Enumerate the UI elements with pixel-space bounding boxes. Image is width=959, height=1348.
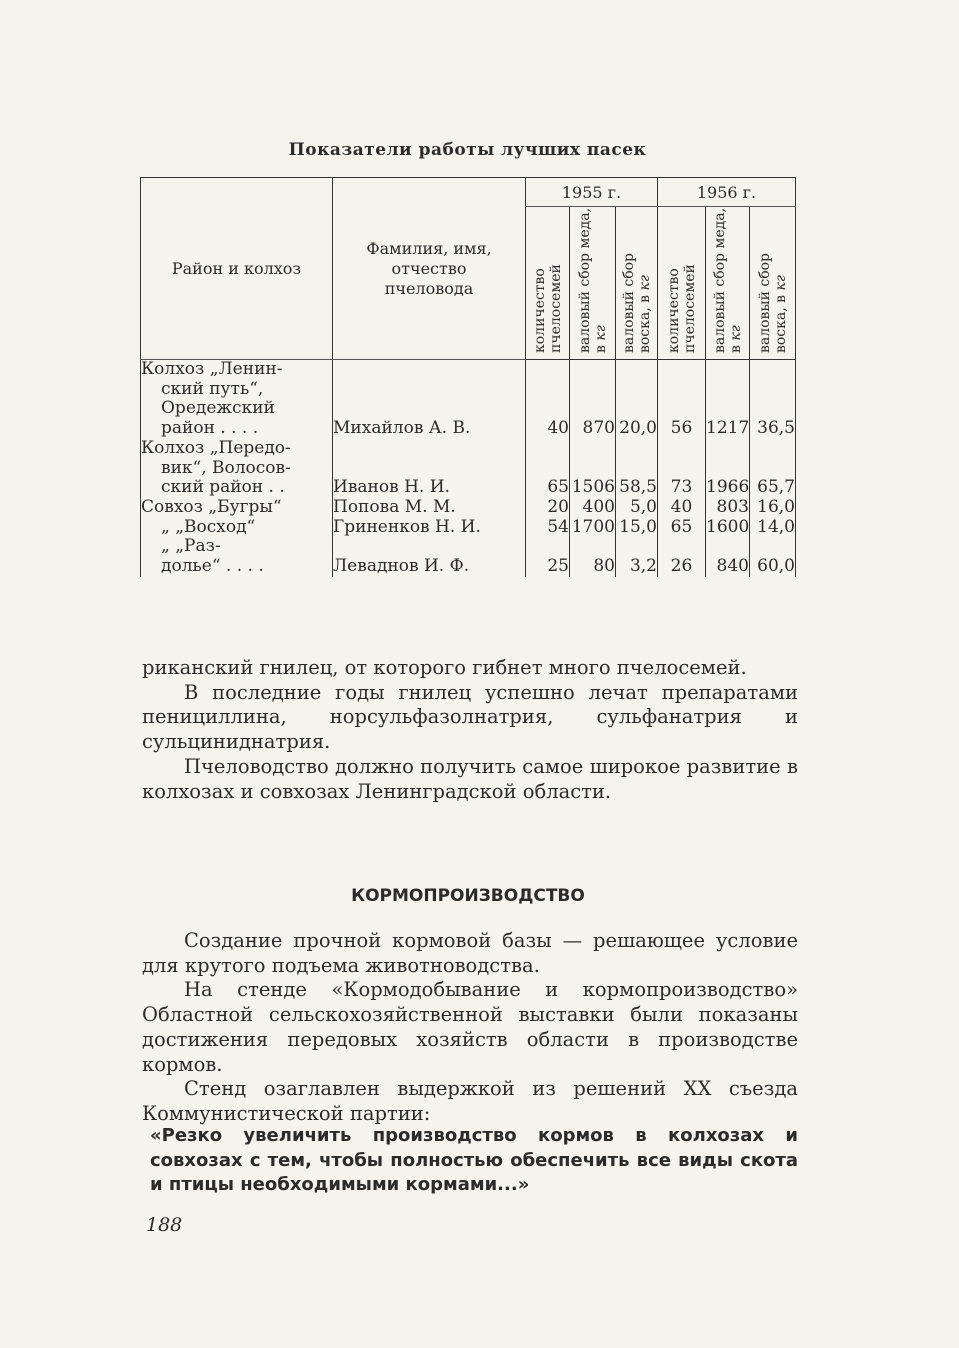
region-line: Колхоз „Передо- [141, 437, 291, 458]
header-count-1956: количество пчелосемей [658, 207, 706, 360]
paragraph: Создание прочной кормовой базы — решающее условие для крутого подъема животноводства. [142, 929, 798, 977]
header-wax-1956: валовый сбор воска, в кг [750, 207, 796, 360]
header-year-1955: 1955 г. [526, 178, 658, 207]
paragraph: Стенд озаглавлен выдержкой из решений XX съезда Коммунистической партии: [142, 1077, 798, 1125]
beekeeper-name: Гриненков Н. И. [333, 516, 481, 537]
header-wax-1955: валовый сбор воска, в кг [616, 207, 658, 360]
beekeeper-name: Попова М. М. [333, 496, 456, 517]
region-line: долье“ . . . . [161, 556, 264, 577]
region-cell [141, 360, 333, 577]
region-line: ский путь“, [161, 378, 264, 399]
section-heading: КОРМОПРОИЗВОДСТВО [351, 886, 585, 906]
beekeeper-name: Леваднов И. Ф. [333, 555, 470, 576]
header-year-1956: 1956 г. [658, 178, 796, 207]
beekeeper-name: Михайлов А. В. [333, 418, 471, 439]
wax-1955-cell: 20,0 58,5 5,0 15,0 3,2 [616, 360, 658, 577]
beekeeper-name: Иванов Н. И. [333, 477, 450, 498]
honey-1956-cell: 1217 1966 803 1600 840 [706, 360, 750, 577]
region-line: Колхоз „Ленин- [141, 359, 283, 379]
quote: «Резко увеличить производство кормов в колхозах и совхозах с тем, чтобы полностью обеспечить все виды скота и птицы необходимыми кормами...» [150, 1125, 798, 1195]
paragraph: риканский гнилец, от которого гибнет много пчелосемей. [142, 656, 747, 679]
text-block-beekeeping [142, 656, 798, 804]
region-line: „ „Восход“ [161, 516, 256, 537]
region-line: вик“, Волосов- [161, 457, 291, 478]
region-line: Оредежский [161, 398, 275, 419]
region-line: Совхоз „Бугры“ [141, 496, 282, 517]
page-number: 188 [146, 1214, 183, 1236]
header-name: Фамилия, имя, отчество пчеловода [333, 178, 526, 360]
paragraph: В последние годы гнилец успешно лечат препаратами пенициллина, норсульфазолнатрия, сульфанатрия и сульциниднатрия. [142, 680, 798, 754]
region-line: ский район . . [161, 477, 285, 498]
paragraph: Пчеловодство должно получить самое широкое развитие в колхозах и совхозах Ленинградской области. [142, 754, 798, 803]
header-region: Район и колхоз [141, 178, 333, 360]
names-cell [333, 360, 526, 577]
header-honey-1956: валовый сбор меда, в кг [706, 207, 750, 360]
count-1956-cell: 56 73 40 65 26 [658, 360, 706, 577]
honey-1955-cell: 870 1506 400 1700 80 [570, 360, 616, 577]
count-1955-cell: 40 65 20 54 25 [526, 360, 570, 577]
wax-1956-cell: 36,5 65,7 16,0 14,0 60,0 [750, 360, 796, 577]
header-honey-1955: валовый сбор меда, в кг [570, 207, 616, 360]
paragraph: На стенде «Кормодобывание и кормопроизводство» Областной сельскохозяйственной выставки были показаны достижения передовых хозяйств области в производстве кормов. [142, 978, 798, 1076]
region-line: „ „Раз- [161, 536, 221, 557]
text-block-fodder [142, 929, 798, 1127]
table-title: Показатели работы лучших пасек [288, 140, 647, 160]
region-line: район . . . . [161, 418, 259, 439]
header-count-1955: количество пчелосемей [526, 207, 570, 360]
apiary-table [140, 177, 796, 577]
